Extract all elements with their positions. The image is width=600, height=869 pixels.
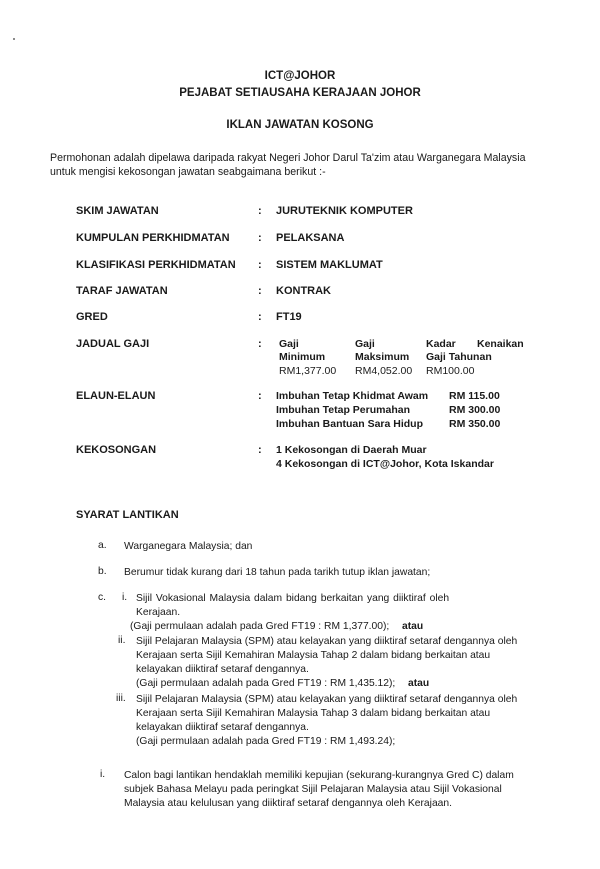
sub-item-marker: ii. [118,635,126,646]
kekosongan-label: KEKOSONGAN [76,444,157,456]
syarat-i-line: subjek Bahasa Melayu pada peringkat Sijil Pelajaran Malaysia atau Sijil Vokasional [124,784,502,795]
gaji-max-heading-2: Maksimum [355,351,410,363]
item-marker: i. [100,769,106,780]
syarat-c-iii-line: Sijil Pelajaran Malaysia (SPM) atau kelayakan yang diiktiraf setaraf dengannya oleh [136,694,518,705]
klasifikasi-label: KLASIFIKASI PERKHIDMATAN [76,259,236,271]
gaji-max-heading-1: Gaji [355,338,375,350]
elaun-item-amount: RM 350.00 [449,418,501,430]
intro-line-2: untuk mengisi kekosongan jawatan seabgaimana berikut :- [50,166,326,178]
kenaikan-heading-2: Gaji Tahunan [426,351,492,363]
intro-line-1: Permohonan adalah dipelawa daripada rakyat Negeri Johor Darul Ta'zim atau Warganegara Malaysia [50,152,526,164]
document-title: IKLAN JAWATAN KOSONG [226,119,374,131]
taraf-value: KONTRAK [276,285,331,297]
kumpulan-label: KUMPULAN PERKHIDMATAN [76,232,230,244]
colon: : [258,259,262,271]
kenaikan-heading-1: Kenaikan [477,338,524,350]
gaji-min-value: RM1,377.00 [279,365,337,377]
colon: : [258,311,262,323]
org-name: ICT@JOHOR [264,70,336,82]
colon: : [258,338,262,350]
elaun-item-name: Imbuhan Tetap Khidmat Awam [276,390,429,402]
kumpulan-value: PELAKSANA [276,232,345,244]
syarat-c-ii-line: Sijil Pelajaran Malaysia (SPM) atau kelayakan yang diiktiraf setaraf dengannya oleh [136,636,518,647]
skim-value: JURUTEKNIK KOMPUTER [276,205,413,217]
syarat-c-i-line: Sijil Vokasional Malaysia dalam bidang berkaitan yang diiktiraf oleh [136,593,450,604]
org-department: PEJABAT SETIAUSAHA KERAJAAN JOHOR [179,87,421,99]
gred-value: FT19 [276,311,302,323]
klasifikasi-value: SISTEM MAKLUMAT [276,259,383,271]
atau-connector: atau [408,678,430,689]
elaun-item-name: Imbuhan Tetap Perumahan [276,404,410,416]
syarat-c-i-line: (Gaji permulaan adalah pada Gred FT19 : RM 1,377.00); [130,621,390,632]
kenaikan-value: RM100.00 [426,365,475,377]
kadar-heading-1: Kadar [426,338,456,350]
kekosongan-item: 1 Kekosongan di Daerah Muar [276,444,427,456]
item-marker: c. [98,592,107,603]
colon: : [258,444,262,456]
gaji-min-heading-2: Minimum [279,351,326,363]
colon: : [258,205,262,217]
sub-item-marker: iii. [116,693,126,704]
item-marker: a. [98,540,107,551]
sub-item-marker: i. [122,592,128,603]
gaji-max-value: RM4,052.00 [355,365,413,377]
elaun-item-amount: RM 115.00 [449,390,500,402]
elaun-label: ELAUN-ELAUN [76,390,156,402]
jadual-gaji-label: JADUAL GAJI [76,338,150,350]
syarat-c-iii-line: Kerajaan serta Sijil Kemahiran Malaysia Tahap 3 dalam bidang berkaitan atau [136,708,491,719]
gaji-min-heading-1: Gaji [279,338,299,350]
elaun-item-name: Imbuhan Bantuan Sara Hidup [276,418,424,430]
syarat-c-i-line: Kerajaan. [136,607,181,618]
syarat-c-iii-line: kelayakan diiktiraf setaraf dengannya. [136,722,309,733]
gred-label: GRED [76,311,108,323]
syarat-i-line: Malaysia atau kelulusan yang diiktiraf setaraf dengannya oleh Kerajaan. [124,798,452,809]
colon: : [258,232,262,244]
atau-connector: atau [402,621,424,632]
syarat-i-line: Calon bagi lantikan hendaklah memiliki kepujian (sekurang-kurangnya Gred C) dalam [124,770,514,781]
syarat-a: Warganegara Malaysia; dan [124,541,253,552]
syarat-c-ii-line: Kerajaan serta Sijil Kemahiran Malaysia Tahap 2 dalam bidang berkaitan atau [136,650,491,661]
syarat-title: SYARAT LANTIKAN [76,509,179,521]
syarat-c-ii-line: kelayakan diiktiraf setaraf dengannya. [136,664,309,675]
elaun-item-amount: RM 300.00 [449,404,501,416]
kekosongan-item: 4 Kekosongan di ICT@Johor, Kota Iskandar [276,458,494,470]
syarat-c-ii-line: (Gaji permulaan adalah pada Gred FT19 : RM 1,435.12); [136,678,396,689]
skim-label: SKIM JAWATAN [76,205,159,217]
item-marker: b. [98,566,107,577]
colon: : [258,285,262,297]
scan-speck [13,38,15,40]
syarat-c-iii-line: (Gaji permulaan adalah pada Gred FT19 : RM 1,493.24); [136,736,396,747]
taraf-label: TARAF JAWATAN [76,285,168,297]
syarat-b: Berumur tidak kurang dari 18 tahun pada tarikh tutup iklan jawatan; [124,567,431,578]
colon: : [258,390,262,402]
